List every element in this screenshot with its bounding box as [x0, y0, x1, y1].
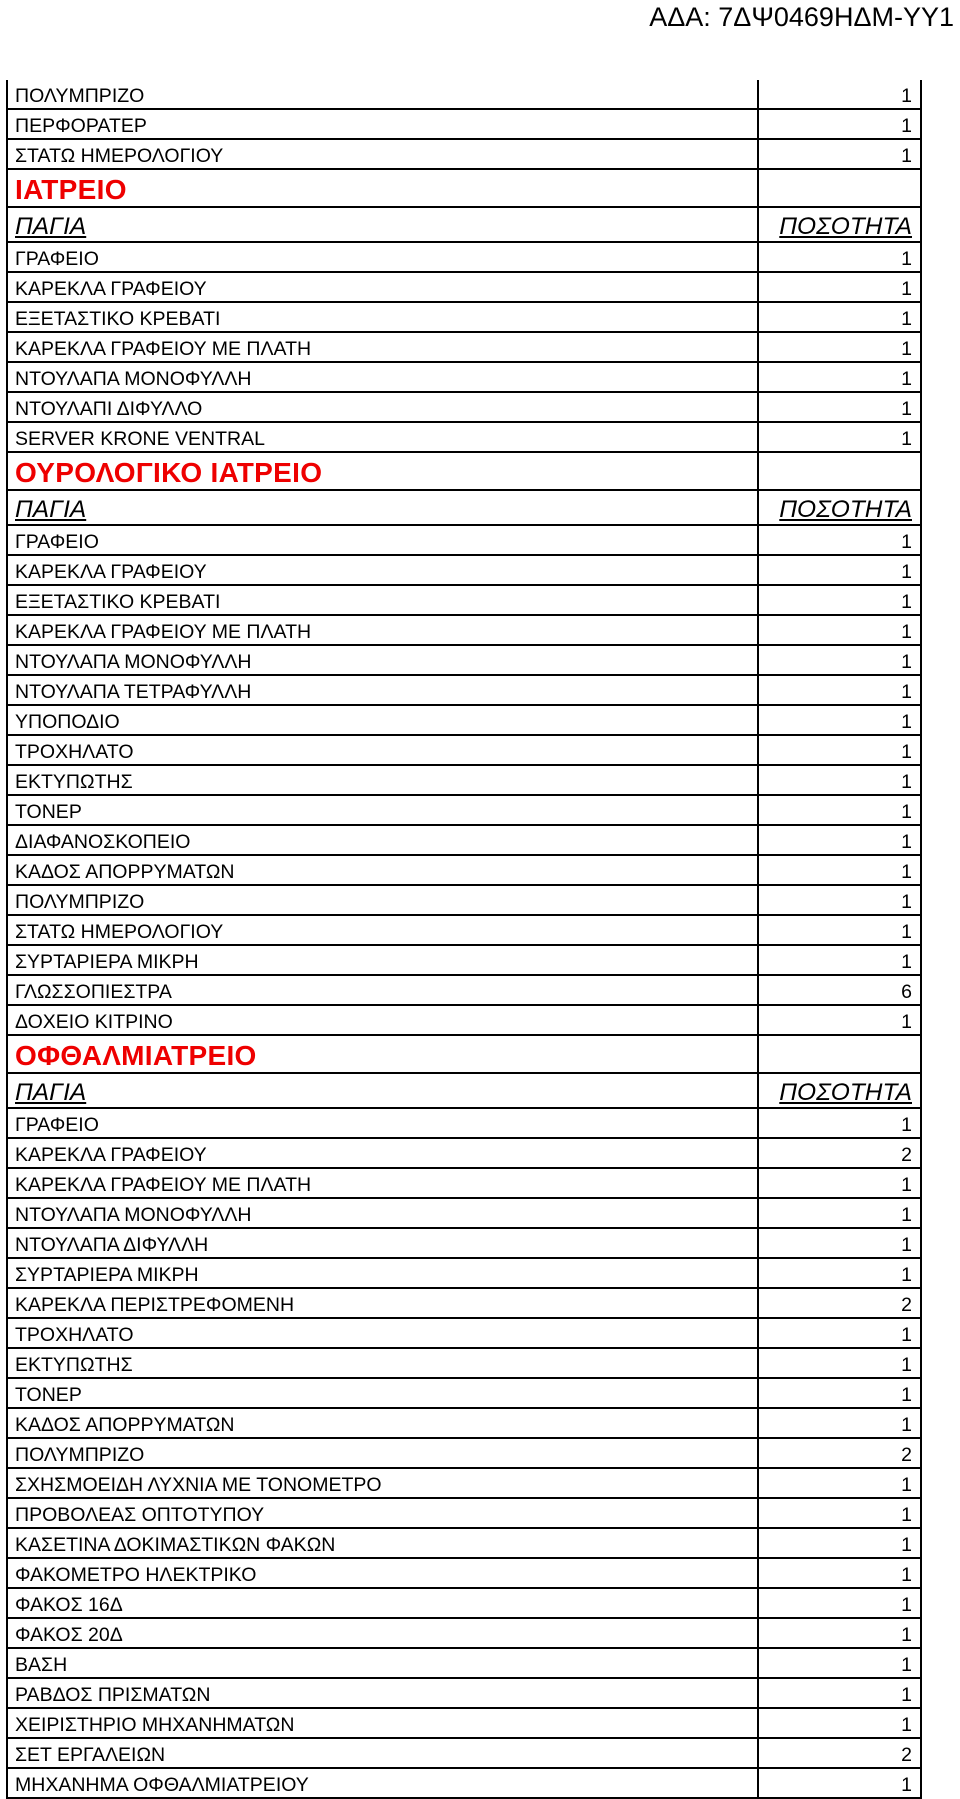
- item-quantity: 1: [758, 332, 921, 362]
- item-name: ΔΟΧΕΙΟ ΚΙΤΡΙΝΟ: [7, 1005, 758, 1035]
- item-quantity: 1: [758, 855, 921, 885]
- table-row: [7, 1288, 921, 1318]
- table-row: [7, 1258, 921, 1288]
- table-row: [7, 80, 921, 109]
- table-row: [7, 615, 921, 645]
- item-name: ΤΡΟΧΗΛΑΤΟ: [7, 1318, 758, 1348]
- item-name: ΚΑΣΕΤΙΝΑ ΔΟΚΙΜΑΣΤΙΚΩΝ ΦΑΚΩΝ: [7, 1528, 758, 1558]
- item-name: ΣΥΡΤΑΡΙΕΡΑ ΜΙΚΡΗ: [7, 1258, 758, 1288]
- item-quantity: 1: [758, 109, 921, 139]
- section-quantity-cell: [758, 452, 921, 490]
- item-name: ΠΕΡΦΟΡΑΤΕΡ: [7, 109, 758, 139]
- item-quantity: 1: [758, 272, 921, 302]
- column-header-row: [7, 207, 921, 242]
- item-quantity: 1: [758, 392, 921, 422]
- item-quantity: 1: [758, 735, 921, 765]
- table-row: [7, 1528, 921, 1558]
- table-row: [7, 885, 921, 915]
- table-row: [7, 915, 921, 945]
- table-row: [7, 242, 921, 272]
- item-name: ΕΚΤΥΠΩΤΗΣ: [7, 765, 758, 795]
- item-quantity: 1: [758, 80, 921, 109]
- table-row: [7, 765, 921, 795]
- section-title: ΙΑΤΡΕΙΟ: [7, 169, 758, 207]
- column-header-quantity: ΠΟΣΟΤΗΤΑ: [758, 490, 921, 525]
- item-name: ΕΞΕΤΑΣΤΙΚΟ ΚΡΕΒΑΤΙ: [7, 585, 758, 615]
- item-name: ΚΑΡΕΚΛΑ ΓΡΑΦΕΙΟΥ ΜΕ ΠΛΑΤΗ: [7, 1168, 758, 1198]
- table-row: [7, 1558, 921, 1588]
- item-name: ΠΡΟΒΟΛΕΑΣ ΟΠΤΟΤΥΠΟΥ: [7, 1498, 758, 1528]
- table-row: [7, 1408, 921, 1438]
- item-name: ΓΡΑΦΕΙΟ: [7, 1108, 758, 1138]
- table-row: [7, 645, 921, 675]
- item-quantity: 1: [758, 1005, 921, 1035]
- item-quantity: 1: [758, 1468, 921, 1498]
- table-row: [7, 362, 921, 392]
- item-name: ΚΑΡΕΚΛΑ ΠΕΡΙΣΤΡΕΦΟΜΕΝΗ: [7, 1288, 758, 1318]
- table-row: [7, 1348, 921, 1378]
- item-name: ΠΟΛΥΜΠΡΙΖΟ: [7, 885, 758, 915]
- item-quantity: 1: [758, 675, 921, 705]
- table-row: [7, 555, 921, 585]
- item-quantity: 2: [758, 1138, 921, 1168]
- item-name: ΝΤΟΥΛΑΠΑ ΜΟΝΟΦΥΛΛΗ: [7, 362, 758, 392]
- table-row: [7, 795, 921, 825]
- table-row: [7, 1198, 921, 1228]
- table-row: [7, 975, 921, 1005]
- item-name: ΡΑΒΔΟΣ ΠΡΙΣΜΑΤΩΝ: [7, 1678, 758, 1708]
- item-name: ΕΚΤΥΠΩΤΗΣ: [7, 1348, 758, 1378]
- item-quantity: 2: [758, 1438, 921, 1468]
- table-row: [7, 1138, 921, 1168]
- ada-code: ΑΔΑ: 7ΔΨ0469ΗΔΜ-ΥΥ1: [649, 2, 954, 32]
- table-row: [7, 392, 921, 422]
- item-quantity: 1: [758, 1678, 921, 1708]
- column-header-row: [7, 1073, 921, 1108]
- item-name: ΜΗΧΑΝΗΜΑ ΟΦΘΑΛΜΙΑΤΡΕΙΟΥ: [7, 1768, 758, 1798]
- section-title: ΟΦΘΑΛΜΙΑΤΡΕΙΟ: [7, 1035, 758, 1073]
- item-quantity: 1: [758, 1528, 921, 1558]
- item-quantity: 1: [758, 1258, 921, 1288]
- item-quantity: 1: [758, 705, 921, 735]
- item-name: ΚΑΔΟΣ ΑΠΟΡΡΥΜΑΤΩΝ: [7, 1408, 758, 1438]
- item-quantity: 1: [758, 885, 921, 915]
- table-row: [7, 422, 921, 452]
- item-quantity: 1: [758, 422, 921, 452]
- table-row: [7, 1168, 921, 1198]
- column-header-quantity: ΠΟΣΟΤΗΤΑ: [758, 207, 921, 242]
- table-row: [7, 1588, 921, 1618]
- item-quantity: 1: [758, 915, 921, 945]
- table-row: [7, 675, 921, 705]
- item-name: ΝΤΟΥΛΑΠΑ ΔΙΦΥΛΛΗ: [7, 1228, 758, 1258]
- table-row: [7, 855, 921, 885]
- item-quantity: 1: [758, 585, 921, 615]
- item-quantity: 1: [758, 362, 921, 392]
- item-name: ΤΟΝΕΡ: [7, 1378, 758, 1408]
- item-quantity: 1: [758, 825, 921, 855]
- item-quantity: 1: [758, 1558, 921, 1588]
- item-quantity: 1: [758, 1168, 921, 1198]
- item-name: ΣΕΤ ΕΡΓΑΛΕΙΩΝ: [7, 1738, 758, 1768]
- table-row: [7, 1648, 921, 1678]
- table-row: [7, 1618, 921, 1648]
- item-quantity: 2: [758, 1288, 921, 1318]
- item-quantity: 1: [758, 555, 921, 585]
- table-row: [7, 1708, 921, 1738]
- item-quantity: 1: [758, 765, 921, 795]
- table-row: [7, 1378, 921, 1408]
- item-quantity: 1: [758, 945, 921, 975]
- table-row: [7, 705, 921, 735]
- item-quantity: 1: [758, 1198, 921, 1228]
- section-title-row: [7, 452, 921, 490]
- item-quantity: 1: [758, 615, 921, 645]
- item-name: ΤΡΟΧΗΛΑΤΟ: [7, 735, 758, 765]
- item-name: ΚΑΡΕΚΛΑ ΓΡΑΦΕΙΟΥ: [7, 555, 758, 585]
- item-name: ΔΙΑΦΑΝΟΣΚΟΠΕΙΟ: [7, 825, 758, 855]
- item-name: ΠΟΛΥΜΠΡΙΖΟ: [7, 1438, 758, 1468]
- table-row: [7, 1468, 921, 1498]
- item-name: ΒΑΣΗ: [7, 1648, 758, 1678]
- table-row: [7, 332, 921, 362]
- item-name: ΧΕΙΡΙΣΤΗΡΙΟ ΜΗΧΑΝΗΜΑΤΩΝ: [7, 1708, 758, 1738]
- table-row: [7, 1318, 921, 1348]
- item-name: ΣΧΗΣΜΟΕΙΔΗ ΛΥΧΝΙΑ ΜΕ ΤΟΝΟΜΕΤΡΟ: [7, 1468, 758, 1498]
- item-name: ΣΤΑΤΩ ΗΜΕΡΟΛΟΓΙΟΥ: [7, 915, 758, 945]
- item-quantity: 1: [758, 1378, 921, 1408]
- section-quantity-cell: [758, 169, 921, 207]
- table-row: [7, 1768, 921, 1798]
- item-quantity: 1: [758, 1648, 921, 1678]
- item-name: ΥΠΟΠΟΔΙΟ: [7, 705, 758, 735]
- item-quantity: 1: [758, 1708, 921, 1738]
- item-quantity: 1: [758, 1408, 921, 1438]
- table-row: [7, 109, 921, 139]
- item-quantity: 1: [758, 1618, 921, 1648]
- item-name: ΚΑΡΕΚΛΑ ΓΡΑΦΕΙΟΥ ΜΕ ΠΛΑΤΗ: [7, 615, 758, 645]
- table-row: [7, 139, 921, 169]
- section-title: ΟΥΡΟΛΟΓΙΚΟ ΙΑΤΡΕΙΟ: [7, 452, 758, 490]
- item-name: ΝΤΟΥΛΑΠΑ ΤΕΤΡΑΦΥΛΛΗ: [7, 675, 758, 705]
- item-name: ΣΥΡΤΑΡΙΕΡΑ ΜΙΚΡΗ: [7, 945, 758, 975]
- item-name: ΠΟΛΥΜΠΡΙΖΟ: [7, 80, 758, 109]
- item-quantity: 6: [758, 975, 921, 1005]
- item-quantity: 1: [758, 242, 921, 272]
- table-row: [7, 825, 921, 855]
- table-row: [7, 1738, 921, 1768]
- item-name: ΕΞΕΤΑΣΤΙΚΟ ΚΡΕΒΑΤΙ: [7, 302, 758, 332]
- item-name: ΓΛΩΣΣΟΠΙΕΣΤΡΑ: [7, 975, 758, 1005]
- item-name: ΚΑΡΕΚΛΑ ΓΡΑΦΕΙΟΥ ΜΕ ΠΛΑΤΗ: [7, 332, 758, 362]
- item-name: ΚΑΔΟΣ ΑΠΟΡΡΥΜΑΤΩΝ: [7, 855, 758, 885]
- column-header-item: ΠΑΓΙΑ: [7, 207, 758, 242]
- table-row: [7, 1438, 921, 1468]
- item-name: ΝΤΟΥΛΑΠΑ ΜΟΝΟΦΥΛΛΗ: [7, 1198, 758, 1228]
- table-row: [7, 525, 921, 555]
- table-row: [7, 272, 921, 302]
- column-header-item: ΠΑΓΙΑ: [7, 490, 758, 525]
- table-row: [7, 1108, 921, 1138]
- item-name: ΚΑΡΕΚΛΑ ΓΡΑΦΕΙΟΥ: [7, 1138, 758, 1168]
- item-name: ΝΤΟΥΛΑΠΑ ΜΟΝΟΦΥΛΛΗ: [7, 645, 758, 675]
- item-name: ΦΑΚΟΜΕΤΡΟ ΗΛΕΚΤΡΙΚΟ: [7, 1558, 758, 1588]
- table-row: [7, 302, 921, 332]
- item-quantity: 1: [758, 1498, 921, 1528]
- item-quantity: 1: [758, 1108, 921, 1138]
- table-row: [7, 1005, 921, 1035]
- table-row: [7, 735, 921, 765]
- item-quantity: 2: [758, 1738, 921, 1768]
- table-row: [7, 945, 921, 975]
- column-header-row: [7, 490, 921, 525]
- item-name: ΤΟΝΕΡ: [7, 795, 758, 825]
- item-name: ΝΤΟΥΛΑΠΙ ΔΙΦΥΛΛΟ: [7, 392, 758, 422]
- item-quantity: 1: [758, 1348, 921, 1378]
- item-name: ΓΡΑΦΕΙΟ: [7, 525, 758, 555]
- table-row: [7, 585, 921, 615]
- item-quantity: 1: [758, 139, 921, 169]
- item-quantity: 1: [758, 1588, 921, 1618]
- item-quantity: 1: [758, 525, 921, 555]
- item-quantity: 1: [758, 1228, 921, 1258]
- section-title-row: [7, 1035, 921, 1073]
- item-name: ΓΡΑΦΕΙΟ: [7, 242, 758, 272]
- inventory-body: [7, 80, 921, 1798]
- column-header-item: ΠΑΓΙΑ: [7, 1073, 758, 1108]
- item-quantity: 1: [758, 1768, 921, 1798]
- column-header-quantity: ΠΟΣΟΤΗΤΑ: [758, 1073, 921, 1108]
- table-row: [7, 1228, 921, 1258]
- item-quantity: 1: [758, 795, 921, 825]
- table-row: [7, 1498, 921, 1528]
- inventory-table: [6, 80, 922, 1799]
- item-name: ΚΑΡΕΚΛΑ ΓΡΑΦΕΙΟΥ: [7, 272, 758, 302]
- item-name: ΦΑΚΟΣ 20Δ: [7, 1618, 758, 1648]
- item-quantity: 1: [758, 1318, 921, 1348]
- item-name: ΣΤΑΤΩ ΗΜΕΡΟΛΟΓΙΟΥ: [7, 139, 758, 169]
- item-name: ΦΑΚΟΣ 16Δ: [7, 1588, 758, 1618]
- section-title-row: [7, 169, 921, 207]
- item-quantity: 1: [758, 302, 921, 332]
- item-name: SERVER KRONE VENTRAL: [7, 422, 758, 452]
- item-quantity: 1: [758, 645, 921, 675]
- section-quantity-cell: [758, 1035, 921, 1073]
